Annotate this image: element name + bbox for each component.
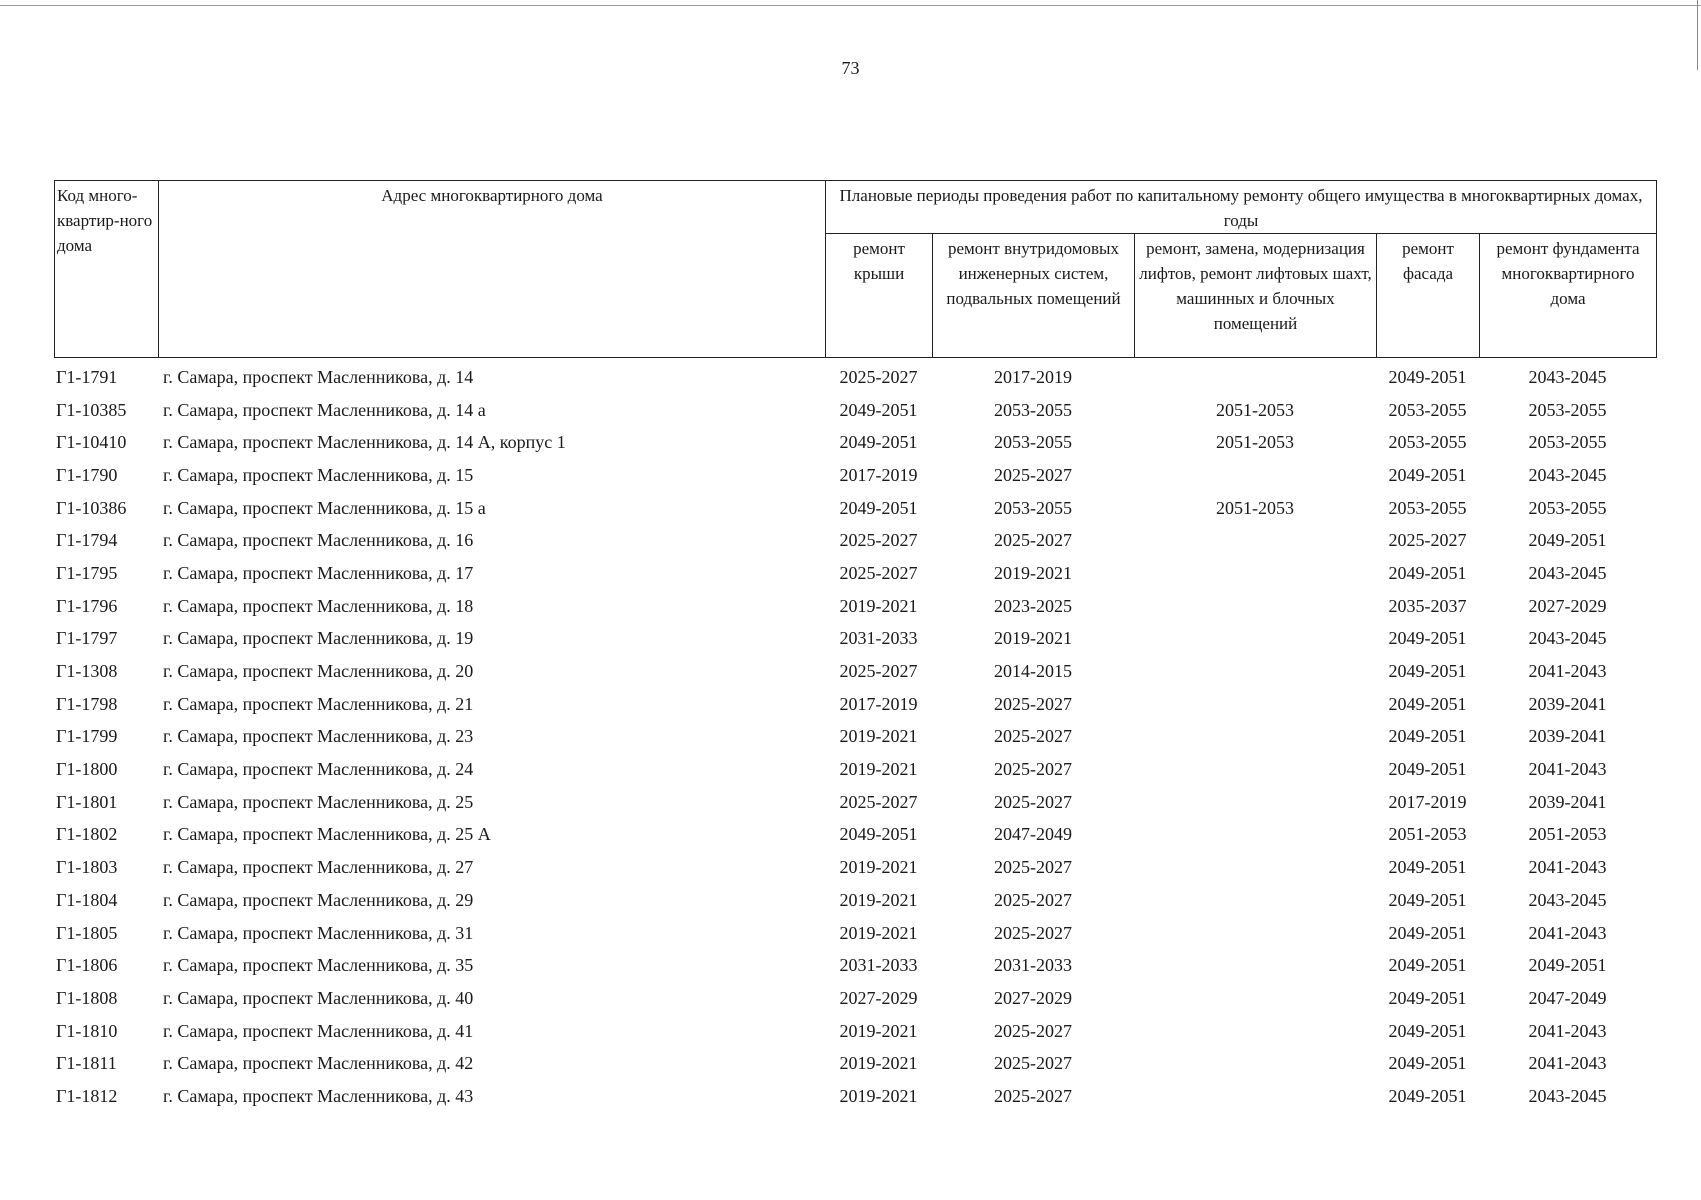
cell-address: г. Самара, проспект Масленникова, д. 15 а — [163, 497, 486, 518]
cell-facade: 2049-2051 — [1388, 1085, 1467, 1106]
cell-facade: 2053-2055 — [1388, 399, 1467, 420]
cell-code: Г1-1803 — [56, 857, 118, 878]
cell-foundation: 2043-2045 — [1528, 562, 1607, 583]
table-row — [54, 426, 1656, 459]
cell-foundation: 2053-2055 — [1528, 497, 1607, 518]
table-row — [54, 753, 1656, 786]
cell-systems: 2025-2027 — [994, 726, 1072, 747]
cell-address: г. Самара, проспект Масленникова, д. 42 — [163, 1053, 474, 1074]
cell-code: Г1-10386 — [56, 497, 127, 518]
cell-address: г. Самара, проспект Масленникова, д. 24 — [163, 759, 474, 780]
header-periods: Плановые периоды проведения работ по капитальному ремонту общего имущества в многоквартирных домах, годы — [826, 181, 1657, 234]
cell-address: г. Самара, проспект Масленникова, д. 43 — [163, 1085, 474, 1106]
table-row — [54, 1080, 1656, 1113]
cell-foundation: 2043-2045 — [1528, 628, 1607, 649]
cell-facade: 2049-2051 — [1388, 889, 1467, 910]
cell-facade: 2049-2051 — [1388, 987, 1467, 1008]
cell-code: Г1-1790 — [56, 464, 118, 485]
cell-lifts: 2051-2053 — [1216, 497, 1294, 518]
cell-lifts — [1134, 786, 1376, 819]
cell-systems: 2053-2055 — [994, 497, 1072, 518]
cell-facade: 2049-2051 — [1388, 955, 1467, 976]
cell-facade: 2049-2051 — [1388, 628, 1467, 649]
cell-foundation: 2041-2043 — [1528, 759, 1607, 780]
cell-roof: 2025-2027 — [839, 661, 918, 682]
header-address: Адрес многоквартирного дома — [159, 181, 826, 358]
table-row — [54, 394, 1656, 427]
cell-code: Г1-1799 — [56, 726, 118, 747]
cell-code: Г1-1797 — [56, 628, 118, 649]
cell-address: г. Самара, проспект Масленникова, д. 23 — [163, 726, 474, 747]
cell-address: г. Самара, проспект Масленникова, д. 21 — [163, 693, 474, 714]
table-header — [54, 180, 1657, 358]
cell-systems: 2053-2055 — [994, 399, 1072, 420]
table-row — [54, 917, 1656, 950]
table-row — [54, 459, 1656, 492]
cell-systems: 2019-2021 — [994, 562, 1072, 583]
cell-foundation: 2053-2055 — [1528, 432, 1607, 453]
cell-roof: 2025-2027 — [839, 366, 918, 387]
cell-systems: 2025-2027 — [994, 857, 1072, 878]
cell-address: г. Самара, проспект Масленникова, д. 20 — [163, 661, 474, 682]
cell-lifts — [1134, 524, 1376, 557]
cell-lifts — [1134, 1047, 1376, 1080]
cell-address: г. Самара, проспект Масленникова, д. 16 — [163, 530, 474, 551]
header-facade: ремонт фасада — [1377, 234, 1480, 358]
cell-foundation: 2039-2041 — [1528, 693, 1607, 714]
cell-systems: 2017-2019 — [994, 366, 1072, 387]
cell-code: Г1-1308 — [56, 661, 118, 682]
cell-address: г. Самара, проспект Масленникова, д. 15 — [163, 464, 474, 485]
cell-systems: 2025-2027 — [994, 530, 1072, 551]
cell-facade: 2053-2055 — [1388, 432, 1467, 453]
cell-facade: 2049-2051 — [1388, 1053, 1467, 1074]
cell-code: Г1-1812 — [56, 1085, 118, 1106]
cell-roof: 2049-2051 — [839, 497, 918, 518]
cell-code: Г1-1794 — [56, 530, 118, 551]
cell-facade: 2049-2051 — [1388, 759, 1467, 780]
cell-address: г. Самара, проспект Масленникова, д. 14 а — [163, 399, 486, 420]
cell-roof: 2019-2021 — [839, 1020, 918, 1041]
cell-systems: 2025-2027 — [994, 922, 1072, 943]
cell-facade: 2049-2051 — [1388, 857, 1467, 878]
cell-foundation: 2039-2041 — [1528, 726, 1607, 747]
top-rule — [0, 5, 1701, 6]
cell-address: г. Самара, проспект Масленникова, д. 31 — [163, 922, 474, 943]
cell-facade: 2049-2051 — [1388, 693, 1467, 714]
cell-foundation: 2041-2043 — [1528, 1020, 1607, 1041]
table-row — [54, 688, 1656, 721]
cell-lifts — [1134, 590, 1376, 623]
cell-lifts — [1134, 1080, 1376, 1113]
cell-foundation: 2051-2053 — [1528, 824, 1607, 845]
cell-facade: 2049-2051 — [1388, 661, 1467, 682]
cell-foundation: 2041-2043 — [1528, 857, 1607, 878]
cell-lifts — [1134, 753, 1376, 786]
cell-address: г. Самара, проспект Масленникова, д. 27 — [163, 857, 474, 878]
table-row — [54, 557, 1656, 590]
cell-roof: 2019-2021 — [839, 1085, 918, 1106]
cell-systems: 2025-2027 — [994, 759, 1072, 780]
cell-systems: 2053-2055 — [994, 432, 1072, 453]
cell-facade: 2049-2051 — [1388, 726, 1467, 747]
cell-code: Г1-1804 — [56, 889, 118, 910]
table-row — [54, 851, 1656, 884]
cell-lifts — [1134, 949, 1376, 982]
cell-systems: 2019-2021 — [994, 628, 1072, 649]
cell-address: г. Самара, проспект Масленникова, д. 18 — [163, 595, 474, 616]
header-roof: ремонт крыши — [826, 234, 933, 358]
cell-foundation: 2043-2045 — [1528, 1085, 1607, 1106]
cell-roof: 2017-2019 — [839, 693, 918, 714]
cell-foundation: 2043-2045 — [1528, 464, 1607, 485]
cell-address: г. Самара, проспект Масленникова, д. 19 — [163, 628, 474, 649]
cell-foundation: 2027-2029 — [1528, 595, 1607, 616]
cell-roof: 2025-2027 — [839, 791, 918, 812]
cell-lifts — [1134, 688, 1376, 721]
cell-roof: 2025-2027 — [839, 562, 918, 583]
cell-roof: 2031-2033 — [839, 628, 918, 649]
cell-roof: 2031-2033 — [839, 955, 918, 976]
cell-roof: 2049-2051 — [839, 824, 918, 845]
cell-address: г. Самара, проспект Масленникова, д. 17 — [163, 562, 474, 583]
cell-facade: 2049-2051 — [1388, 922, 1467, 943]
cell-facade: 2049-2051 — [1388, 1020, 1467, 1041]
cell-address: г. Самара, проспект Масленникова, д. 25 А — [163, 824, 491, 845]
cell-address: г. Самара, проспект Масленникова, д. 40 — [163, 987, 474, 1008]
cell-systems: 2025-2027 — [994, 1020, 1072, 1041]
cell-code: Г1-1808 — [56, 987, 118, 1008]
table-row — [54, 655, 1656, 688]
table-row — [54, 590, 1656, 623]
table-row — [54, 819, 1656, 852]
cell-foundation: 2047-2049 — [1528, 987, 1607, 1008]
cell-lifts — [1134, 917, 1376, 950]
table-row — [54, 721, 1656, 754]
cell-foundation: 2049-2051 — [1528, 530, 1607, 551]
cell-foundation: 2053-2055 — [1528, 399, 1607, 420]
cell-facade: 2049-2051 — [1388, 464, 1467, 485]
cell-systems: 2025-2027 — [994, 693, 1072, 714]
table-row — [54, 982, 1656, 1015]
cell-systems: 2014-2015 — [994, 661, 1072, 682]
cell-code: Г1-1801 — [56, 791, 118, 812]
cell-facade: 2025-2027 — [1388, 530, 1467, 551]
cell-roof: 2019-2021 — [839, 1053, 918, 1074]
cell-code: Г1-1800 — [56, 759, 118, 780]
cell-facade: 2051-2053 — [1388, 824, 1467, 845]
table-row — [54, 361, 1656, 394]
table-row — [54, 884, 1656, 917]
page-number: 73 — [841, 58, 860, 78]
cell-systems: 2025-2027 — [994, 1053, 1072, 1074]
cell-foundation: 2043-2045 — [1528, 889, 1607, 910]
cell-systems: 2025-2027 — [994, 1085, 1072, 1106]
cell-roof: 2027-2029 — [839, 987, 918, 1008]
cell-systems: 2027-2029 — [994, 987, 1072, 1008]
header-code: Код много-квартир-ного дома — [55, 181, 159, 358]
cell-facade: 2035-2037 — [1388, 595, 1467, 616]
cell-roof: 2019-2021 — [839, 889, 918, 910]
cell-foundation: 2041-2043 — [1528, 922, 1607, 943]
cell-roof: 2019-2021 — [839, 726, 918, 747]
cell-foundation: 2043-2045 — [1528, 366, 1607, 387]
cell-roof: 2019-2021 — [839, 759, 918, 780]
cell-address: г. Самара, проспект Масленникова, д. 35 — [163, 955, 474, 976]
cell-foundation: 2041-2043 — [1528, 661, 1607, 682]
cell-roof: 2019-2021 — [839, 595, 918, 616]
cell-lifts — [1134, 851, 1376, 884]
cell-code: Г1-1795 — [56, 562, 118, 583]
cell-systems: 2025-2027 — [994, 791, 1072, 812]
header-lifts: ремонт, замена, модернизация лифтов, ремонт лифтовых шахт, машинных и блочных помещений — [1135, 234, 1377, 358]
cell-code: Г1-1798 — [56, 693, 118, 714]
cell-address: г. Самара, проспект Масленникова, д. 14 — [163, 366, 474, 387]
cell-foundation: 2039-2041 — [1528, 791, 1607, 812]
table-row — [54, 524, 1656, 557]
cell-facade: 2053-2055 — [1388, 497, 1467, 518]
data-table — [54, 361, 1656, 1113]
cell-systems: 2031-2033 — [994, 955, 1072, 976]
cell-address: г. Самара, проспект Масленникова, д. 14 А, корпус 1 — [163, 432, 566, 453]
cell-lifts — [1134, 361, 1376, 394]
cell-facade: 2049-2051 — [1388, 562, 1467, 583]
cell-code: Г1-1811 — [56, 1053, 117, 1074]
cell-facade: 2017-2019 — [1388, 791, 1467, 812]
cell-code: Г1-1805 — [56, 922, 118, 943]
cell-foundation: 2041-2043 — [1528, 1053, 1607, 1074]
table-row — [54, 492, 1656, 525]
cell-address: г. Самара, проспект Масленникова, д. 25 — [163, 791, 474, 812]
cell-lifts — [1134, 557, 1376, 590]
cell-code: Г1-10385 — [56, 399, 127, 420]
cell-systems: 2025-2027 — [994, 464, 1072, 485]
cell-lifts — [1134, 655, 1376, 688]
cell-systems: 2023-2025 — [994, 595, 1072, 616]
table-row — [54, 949, 1656, 982]
cell-lifts: 2051-2053 — [1216, 432, 1294, 453]
cell-address: г. Самара, проспект Масленникова, д. 41 — [163, 1020, 474, 1041]
cell-roof: 2017-2019 — [839, 464, 918, 485]
cell-code: Г1-1806 — [56, 955, 118, 976]
table-row — [54, 1015, 1656, 1048]
cell-lifts — [1134, 819, 1376, 852]
cell-systems: 2025-2027 — [994, 889, 1072, 910]
cell-roof: 2019-2021 — [839, 857, 918, 878]
cell-lifts — [1134, 623, 1376, 656]
table-row — [54, 786, 1656, 819]
table-row — [54, 1047, 1656, 1080]
cell-lifts: 2051-2053 — [1216, 399, 1294, 420]
cell-roof: 2049-2051 — [839, 399, 918, 420]
cell-address: г. Самара, проспект Масленникова, д. 29 — [163, 889, 474, 910]
cell-lifts — [1134, 884, 1376, 917]
cell-lifts — [1134, 982, 1376, 1015]
header-systems: ремонт внутридомовых инженерных систем, подвальных помещений — [933, 234, 1135, 358]
cell-code: Г1-10410 — [56, 432, 127, 453]
cell-facade: 2049-2051 — [1388, 366, 1467, 387]
cell-lifts — [1134, 721, 1376, 754]
cell-code: Г1-1810 — [56, 1020, 118, 1041]
cell-systems: 2047-2049 — [994, 824, 1072, 845]
cell-code: Г1-1796 — [56, 595, 118, 616]
cell-foundation: 2049-2051 — [1528, 955, 1607, 976]
cell-lifts — [1134, 459, 1376, 492]
cell-code: Г1-1802 — [56, 824, 118, 845]
cell-lifts — [1134, 1015, 1376, 1048]
table-row — [54, 623, 1656, 656]
cell-roof: 2025-2027 — [839, 530, 918, 551]
cell-roof: 2049-2051 — [839, 432, 918, 453]
cell-roof: 2019-2021 — [839, 922, 918, 943]
cell-code: Г1-1791 — [56, 366, 118, 387]
header-foundation: ремонт фундамента многоквартирного дома — [1480, 234, 1657, 358]
